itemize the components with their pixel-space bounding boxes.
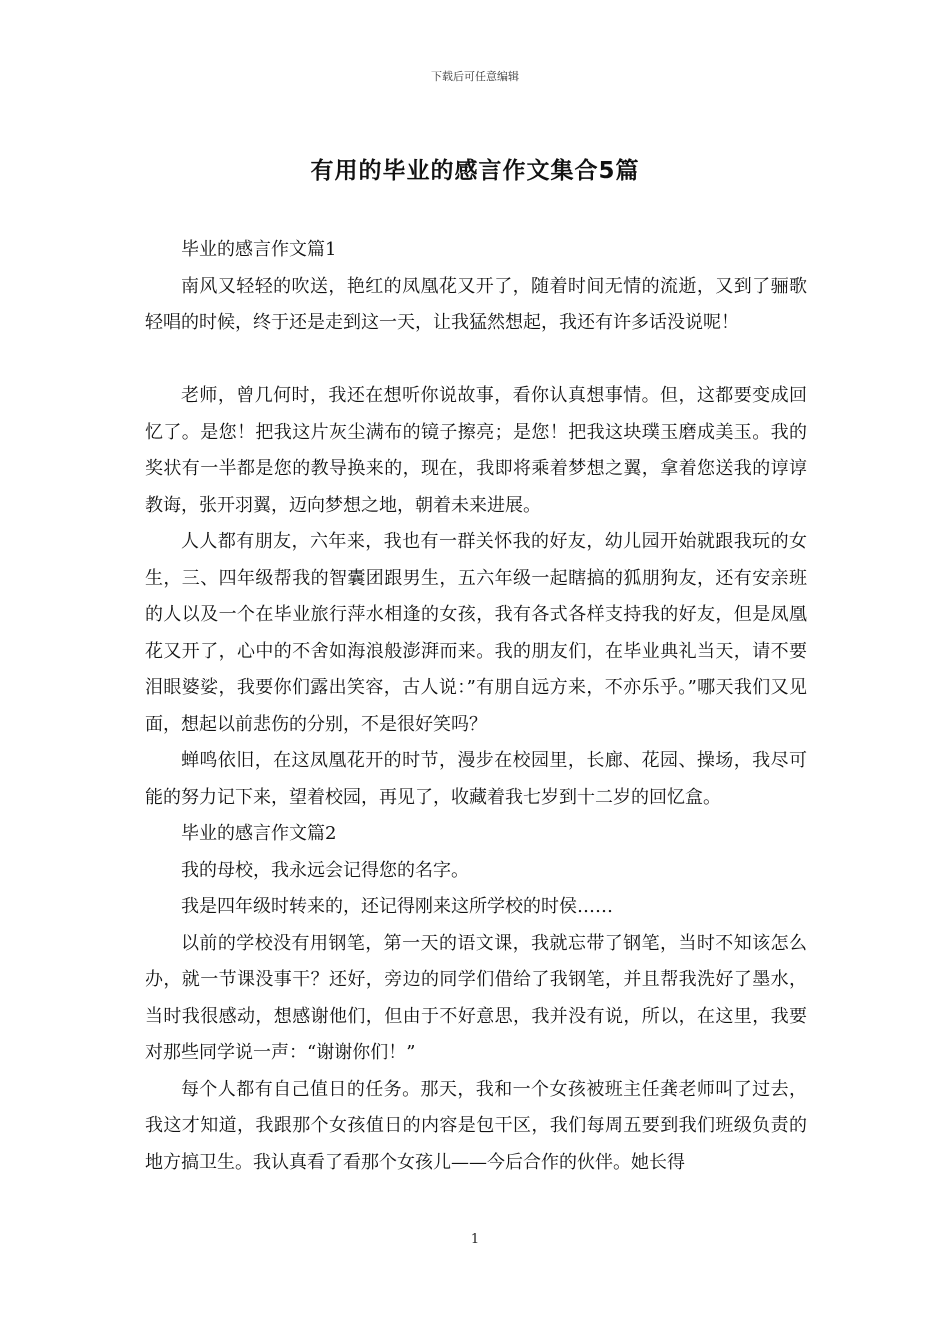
- page-number: 1: [470, 1232, 480, 1247]
- paragraph: 人人都有朋友，六年来，我也有一群关怀我的好友，幼儿园开始就跟我玩的女生，三、四年级帮我的智囊团跟男生，五六年级一起瞎搞的狐朋狗友，还有安亲班的人以及一个在毕业旅行萍水相逢的女孩，我有各式各样支持我的好友，但是凤凰花又开了，心中的不舍如海浪般澎湃而来。我的朋友们，在毕业典礼当天，请不要泪眼婆娑，我要你们露出笑容，古人说：”有朋自远方来，不亦乐乎。”哪天我们又见面，想起以前悲伤的分别，不是很好笑吗？: [145, 531, 807, 735]
- paragraph: 我是四年级时转来的，还记得刚来这所学校的时侯……: [181, 896, 613, 917]
- section-heading-1: 毕业的感言作文篇1: [181, 239, 337, 260]
- paragraph: 以前的学校没有用钢笔，第一天的语文课，我就忘带了钢笔，当时不知该怎么办，就一节课没事干？还好，旁边的同学们借给了我钢笔，并且帮我洗好了墨水，当时我很感动，想感谢他们，但由于不好意思，我并没有说，所以，在这里，我要对那些同学说一声：“谢谢你们！”: [145, 932, 807, 1063]
- paragraph: 我的母校，我永远会记得您的名字。: [181, 859, 469, 881]
- page-header: 下载后可任意编辑: [431, 70, 519, 83]
- document-title: 有用的毕业的感言作文集合5篇: [310, 158, 640, 184]
- section-heading-2: 毕业的感言作文篇2: [181, 823, 337, 844]
- paragraph: 每个人都有自己值日的任务。那天，我和一个女孩被班主任龚老师叫了过去，我这才知道，我跟那个女孩值日的内容是包干区，我们每周五要到我们班级负责的地方搞卫生。我认真看了看那个女孩儿——今后合作的伙伴。她长得: [145, 1078, 807, 1173]
- paragraph: 蝉鸣依旧，在这凤凰花开的时节，漫步在校园里，长廊、花园、操场，我尽可能的努力记下来，望着校园，再见了，收藏着我七岁到十二岁的回忆盒。: [145, 750, 807, 808]
- blank-line: [145, 342, 807, 379]
- paragraph: 南风又轻轻的吹送，艳红的凤凰花又开了，随着时间无情的流逝，又到了骊歌轻唱的时候，终于还是走到这一天，让我猛然想起，我还有许多话没说呢！: [145, 275, 807, 333]
- paragraph: 老师，曾几何时，我还在想听你说故事，看你认真想事情。但，这都要变成回忆了。是您！把我这片灰尘满布的镜子擦亮；是您！把我这块璞玉磨成美玉。我的奖状有一半都是您的教导换来的，现在，我即将乘着梦想之翼，拿着您送我的谆谆教诲，张开羽翼，迈向梦想之地，朝着未来进展。: [145, 385, 807, 516]
- document-body: [145, 232, 807, 1181]
